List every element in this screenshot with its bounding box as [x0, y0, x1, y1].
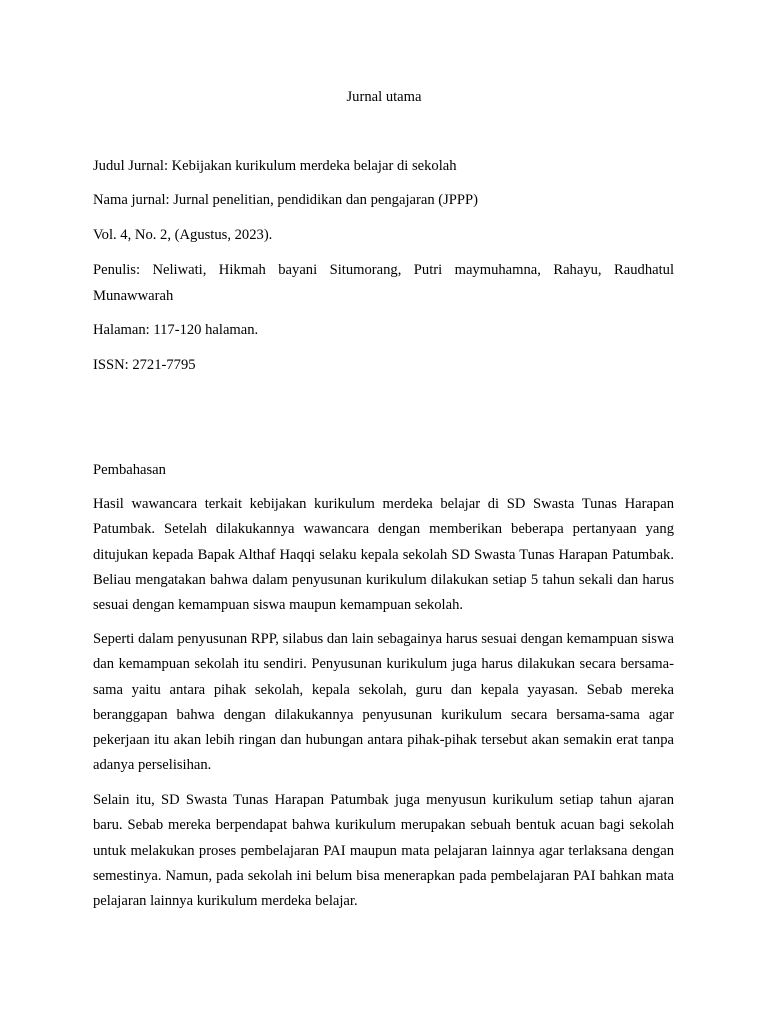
document-title: Jurnal utama: [346, 89, 422, 105]
journal-title-line: Judul Jurnal: Kebijakan kurikulum merdeka belajar di sekolah: [93, 158, 457, 174]
journal-name-line: Nama jurnal: Jurnal penelitian, pendidikan dan pengajaran (JPPP): [93, 192, 479, 208]
body-paragraph: Seperti dalam penyusunan RPP, silabus dan lain sebagainya harus sesuai dengan kemampuan siswa dan kemampuan sekolah itu sendiri. Penyusunan kurikulum juga harus dilakukan secara bersama-sama yaitu antara pihak sekolah, kepala sekolah, guru dan kepala yayasan. Sebab mereka beranggapan bahwa dengan dilakukannya penyusunan kurikulum secara bersama-sama agar pekerjaan itu akan lebih ringan dan hubungan antara pihak-pihak tersebut akan semakin erat tanpa adanya perselisihan.: [93, 631, 674, 774]
journal-volume-line: Vol. 4, No. 2, (Agustus, 2023).: [93, 227, 273, 243]
journal-authors-line: Penulis: Neliwati, Hikmah bayani Situmorang, Putri maymuhamna, Rahayu, Raudhatul Munawwarah: [93, 262, 674, 304]
journal-pages-line: Halaman: 117-120 halaman.: [93, 322, 259, 338]
section-heading: Pembahasan: [93, 462, 166, 478]
body-paragraph: Hasil wawancara terkait kebijakan kurikulum merdeka belajar di SD Swasta Tunas Harapan Patumbak. Setelah dilakukannya wawancara dengan memberikan beberapa pertanyaan yang ditujukan kepada Bapak Althaf Haqqi selaku kepala sekolah SD Swasta Tunas Harapan Patumbak. Beliau mengatakan bahwa dalam penyusunan kurikulum dilakukan setiap 5 tahun sekali dan harus sesuai dengan kemampuan siswa maupun kemampuan sekolah.: [93, 496, 674, 614]
journal-issn-line: ISSN: 2721-7795: [93, 357, 196, 373]
body-paragraph: Selain itu, SD Swasta Tunas Harapan Patumbak juga menyusun kurikulum setiap tahun ajaran baru. Sebab mereka berpendapat bahwa kurikulum merupakan sebuah bentuk acuan bagi sekolah untuk melakukan proses pembelajaran PAI maupun mata pelajaran lainnya agar terlaksana dengan semestinya. Namun, pada sekolah ini belum bisa menerapkan pada pembelajaran PAI bahkan mata pelajaran lainnya kurikulum merdeka belajar.: [93, 792, 674, 910]
